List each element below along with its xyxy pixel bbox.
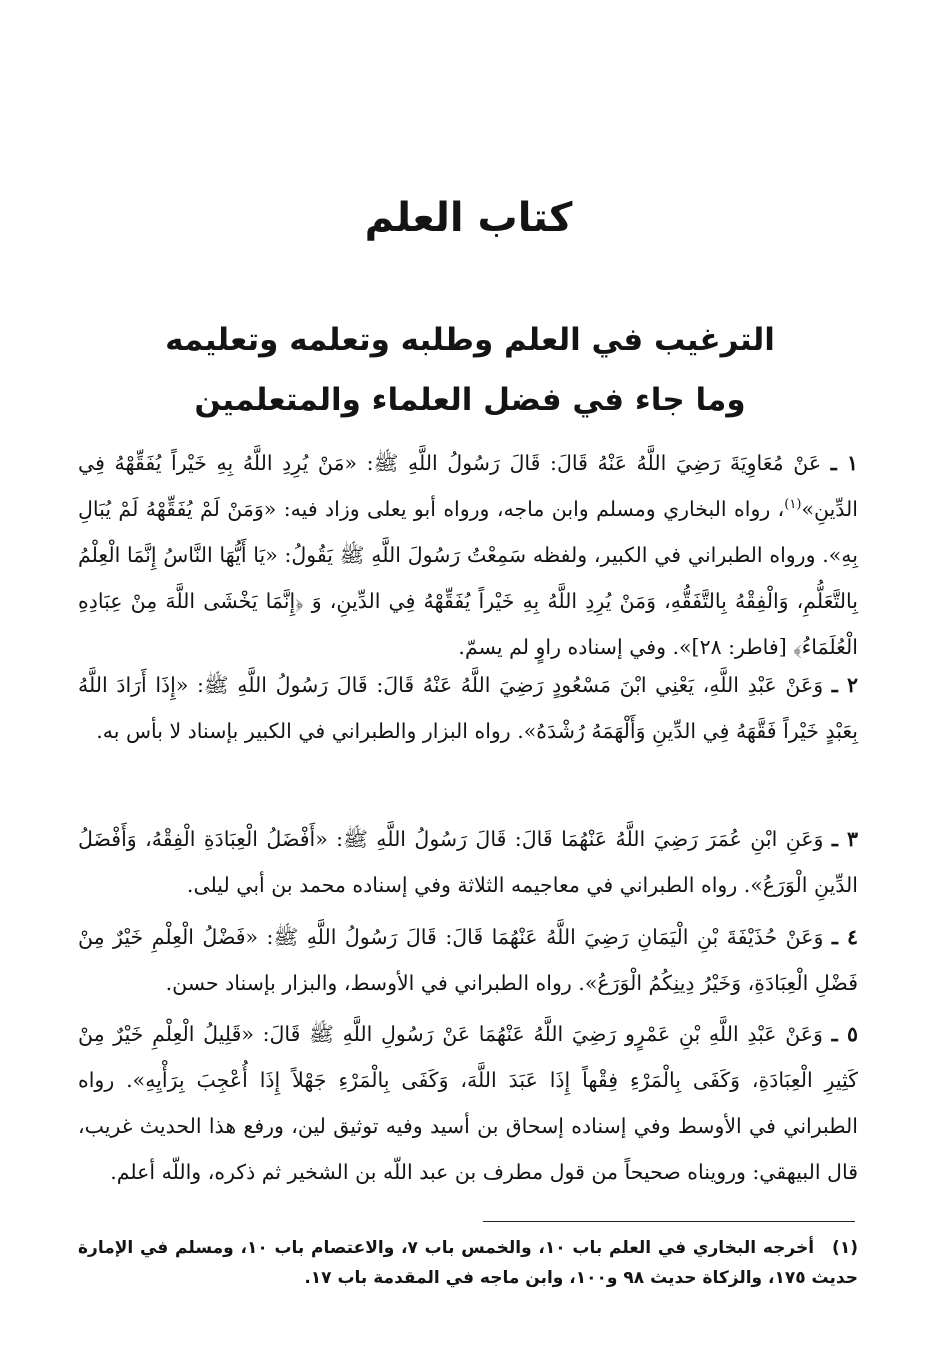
chapter-heading-line-2: وما جاء في فضل العلماء والمتعلمين (194, 382, 746, 418)
hadith-2 (78, 662, 858, 754)
hadith-3 (78, 816, 858, 908)
chapter-heading-line-1: الترغيب في العلم وطلبه وتعلمه وتعليمه (165, 322, 775, 358)
hadith-1 (78, 440, 858, 670)
hadith-number: ٣ ـ (831, 827, 858, 851)
hadith-text: وَعَنْ عَبْدِ اللَّهِ بْنِ عَمْرٍو رَضِيَ اللَّهُ عَنْهُمَا عَنْ رَسُولِ اللَّهِ ﷺ قَالَ: «قَلِيلُ الْعِلْمِ خَيْرٌ مِنْ كَثِيرِ الْعِبَادَةِ، وَكَفَى بِالْمَرْءِ فِقْهاً إِذَا عَبَدَ اللَّهَ، وَكَفَى بِالْمَرْءِ جَهْلاً إِذَا أُعْجِبَ بِرَأْيِهِ». رواه الطبراني في الأوسط وفي إسناده إسحاق بن أسيد وفيه توثيق لين، ورفع هذا الحديث غريب، قال البيهقي: ورويناه صحيحاً من قول مطرف بن عبد اللّه بن الشخير ثم ذكره، واللّه أعلم. (78, 1022, 858, 1184)
hadith-text: وَعَنْ حُذَيْفَةَ بْنِ الْيَمَانِ رَضِيَ اللَّهُ عَنْهُمَا قَالَ: قَالَ رَسُولُ اللَّهِ ﷺ: «فَضْلُ الْعِلْمِ خَيْرٌ مِنْ فَضْلِ الْعِبَادَةِ، وَخَيْرُ دِينِكُمُ الْوَرَعُ». رواه الطبراني في الأوسط، والبزار بإسناد حسن. (78, 925, 858, 995)
hadith-4 (78, 914, 858, 1006)
hadith-5 (78, 1011, 858, 1195)
hadith-text: عَنْ مُعَاوِيَةَ رَضِيَ اللَّهُ عَنْهُ قَالَ: قَالَ رَسُولُ اللَّهِ ﷺ: «مَنْ يُرِدِ اللَّهُ بِهِ خَيْراً يُفَقِّهْهُ فِي الدِّينِ» (78, 451, 858, 521)
footnote (78, 1233, 858, 1293)
hadith-text-continued: ، رواه البخاري ومسلم وابن ماجه، ورواه أبو يعلى وزاد فيه: «وَمَنْ لَمْ يُفَقِّهْهُ لَمْ يُبَالِ بِهِ». ورواه الطبراني في الكبير، ولفظه سَمِعْتُ رَسُولَ اللَّهِ ﷺ يَقُولُ: «يَا أَيُّهَا النَّاسُ إِنَّمَا الْعِلْمُ بِالتَّعَلُّمِ، وَالْفِقْهُ بِالتَّفَقُّهِ، وَمَنْ يُرِدِ اللَّهُ بِهِ خَيْراً يُفَقِّهْهُ فِي الدِّينِ، وَ ﴿إِنَّمَا يَخْشَى اللَّهَ مِنْ عِبَادِهِ الْعُلَمَاءُ﴾ [فاطر: ٢٨]». وفي إسناده راوٍ لم يسمّ. (78, 497, 858, 659)
hadith-text: وَعَنِ ابْنِ عُمَرَ رَضِيَ اللَّهُ عَنْهُمَا قَالَ: قَالَ رَسُولُ اللَّهِ ﷺ: «أَفْضَلُ الْعِبَادَةِ الْفِقْهُ، وَأَفْضَلُ الدِّينِ الْوَرَعُ». رواه الطبراني في معاجيمه الثلاثة وفي إسناده محمد بن أبي ليلى. (78, 827, 858, 897)
hadith-number: ٤ ـ (831, 925, 858, 949)
footnote-number: (١) (832, 1238, 858, 1258)
footnote-separator (483, 1221, 855, 1222)
hadith-number: ٥ ـ (831, 1022, 858, 1046)
hadith-text: وَعَنْ عَبْدِ اللَّهِ، يَعْنِي ابْنَ مَسْعُودٍ رَضِيَ اللَّهُ عَنْهُ قَالَ: قَالَ رَسُولُ اللَّهِ ﷺ: «إِذَا أَرَادَ اللَّهُ بِعَبْدٍ خَيْراً فَقَّهَهُ فِي الدِّينِ وَأَلْهَمَهُ رُشْدَهُ». رواه البزار والطبراني في الكبير بإسناد لا بأس به. (78, 673, 858, 743)
footnote-text: أخرجه البخاري في العلم باب ١٠، والخمس باب ٧، والاعتصام باب ١٠، ومسلم في الإمارة حديث ١٧٥، والزكاة حديث ٩٨ و١٠٠، وابن ماجه في المقدمة باب ١٧. (78, 1238, 858, 1288)
hadith-number: ١ ـ (830, 451, 858, 475)
book-title: كتاب العلم (364, 195, 573, 241)
hadith-number: ٢ ـ (831, 673, 858, 697)
chapter-heading (140, 310, 800, 430)
footnote-reference[interactable]: (١) (784, 497, 802, 513)
